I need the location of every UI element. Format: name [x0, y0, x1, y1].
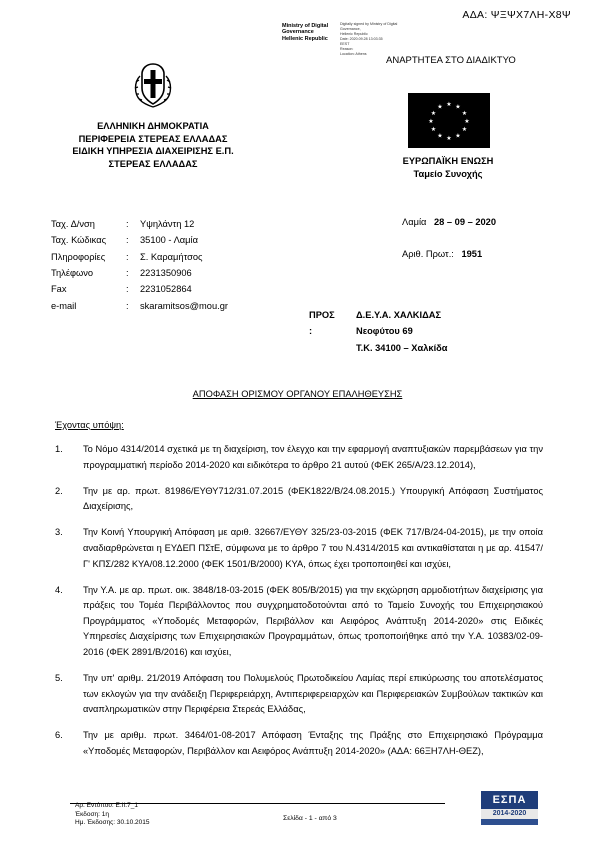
sender-value: 2231350906 [140, 268, 192, 279]
item-number: 4. [55, 584, 63, 595]
item-text: Την Υ.Α. με αρ. πρωτ. οικ. 3848/18-03-2015 (ΦΕΚ 805/Β/2015) για την εκχώρηση αρμοδιοτήτων διαχείρισης για πράξεις του Τομέα Περιβάλλοντος που συγχρηματοδοτούνται από το Ταμείο Συνοχής του Επιχειρησιακού Προγράμματος «Υποδομές Μεταφορών, Περιβάλλον και Αειφόρος Ανάπτυξη 2014-2020» στις Ειδικές Υπηρεσίες Διαχείρισης των Επιχειρησιακών Προγραμμάτων, όπως τροποποιήθηκε από την Υ.Α. 10383/02-09-2016 (ΦΕΚ 2891/Β/2016) και ισχύει, [83, 584, 543, 658]
eu-line: ΕΥΡΩΠΑΪΚΗ ΕΝΩΣΗ [402, 156, 494, 166]
espa-years: 2014-2020 [481, 809, 538, 819]
sender-sep: : [126, 300, 129, 311]
sender-key: Fax [51, 284, 67, 295]
item-number: 2. [55, 485, 63, 496]
espa-logo-text: ΕΣΠΑ [481, 791, 538, 809]
svg-text:★: ★ [437, 103, 443, 111]
svg-text:★: ★ [461, 110, 468, 117]
espa-strip [481, 819, 538, 825]
svg-text:★: ★ [464, 118, 470, 125]
form-metadata [75, 802, 149, 828]
sender-value: skaramitsos@mou.gr [140, 300, 228, 311]
list-item [55, 442, 543, 473]
item-text: Την με αρ. πρωτ. 81986/ΕΥΘΥ712/31.07.2015 (ΦΕΚ1822/Β/24.08.2015.) Υπουργική Απόφαση Συστήματος Διαχείρισης, [83, 485, 543, 512]
sender-row [51, 297, 228, 313]
sender-row [51, 232, 228, 248]
svg-text:★: ★ [461, 126, 468, 133]
list-item [55, 484, 543, 515]
protocol-label: Αριθ. Πρωτ.: [402, 249, 454, 259]
signature-detail-line: Digitally signed by Ministry of Digital [340, 22, 398, 26]
sender-row [51, 265, 228, 281]
signature-detail-line: Governance, [340, 27, 361, 31]
date-value: 28 – 09 – 2020 [433, 217, 497, 227]
ministry-line: Governance [282, 29, 314, 36]
item-text: Το Νόμο 4314/2014 σχετικά με τη διαχείριση, τον έλεγχο και την εφαρμογή αναπτυξιακών παρεμβάσεων για την προγραμματική περίοδο 2014-2020 και ειδικότερα το άρθρο 21 αυτού (ΦΕΚ 265/Α/23.12.2014), [83, 444, 543, 470]
recipient-label: ΠΡΟΣ : [309, 310, 335, 337]
document-title: ΑΠΟΦΑΣΗ ΟΡΙΣΜΟΥ ΟΡΓΑΝΟΥ ΕΠΑΛΗΘΕΥΣΗΣ [192, 389, 403, 399]
page-number: Σελίδα - 1 - από 3 [283, 815, 337, 822]
svg-text:★: ★ [455, 103, 461, 111]
signature-detail-line: Hellenic Republic [340, 32, 368, 36]
sender-sep: : [126, 235, 129, 246]
sender-sep: : [126, 268, 129, 279]
protocol-number [402, 249, 482, 259]
item-text: Την υπ' αριθμ. 21/2019 Απόφαση του Πολυμελούς Πρωτοδικείου Λαμίας περί επικύρωσης του αποτελέσματος των εκλογών για την ανάδειξη Περιφερειάρχη, Αντιπεριφερειαρχών και Περιφερειακών Συμβούλων τακτικών και αναπληρωματικών στην Περιφέρεια Στερεάς Ελλάδας, [83, 673, 543, 715]
item-text: Την με αριθμ. πρωτ. 3464/01-08-2017 Απόφαση Ένταξης της Πράξης στο Επιχειρησιακό Πρόγραμμα «Υποδομές Μεταφορών, Περιβάλλον και Αειφόρος Ανάπτυξη 2014-2020» (ΑΔΑ: 66ΞΗ7ΛΗ-ΘΕΖ), [83, 730, 543, 756]
svg-text:★: ★ [446, 101, 452, 108]
publish-online-note: ΑΝΑΡΤΗΤΕΑ ΣΤΟ ΔΙΑΔΙΚΤΥΟ [386, 55, 516, 66]
signature-detail-line: Reason: [340, 47, 354, 51]
sender-key: Ταχ. Κώδικας [51, 235, 107, 246]
sender-row [51, 249, 228, 265]
sender-key: e-mail [51, 300, 77, 311]
svg-text:★: ★ [437, 132, 443, 140]
sender-value: 35100 - Λαμία [140, 235, 198, 246]
ministry-line: Ministry of Digital [282, 23, 329, 29]
document-date [402, 217, 496, 227]
recipient-line: Νεοφύτου 69 [356, 326, 413, 337]
sender-key: Τηλέφωνο [51, 268, 94, 279]
signature-detail-line: EEST [340, 42, 350, 46]
authority-line: ΣΤΕΡΕΑΣ ΕΛΛΑΔΑΣ [108, 158, 198, 169]
item-number: 3. [55, 527, 63, 538]
greek-coat-of-arms-icon [128, 60, 178, 110]
sender-row [51, 216, 228, 232]
form-meta-line: Αρ. Εντύπου: Ε.II.7_1 [75, 802, 138, 809]
sender-row [51, 281, 228, 297]
recipient-line: Δ.Ε.Υ.Α. ΧΑΛΚΙΔΑΣ [356, 310, 442, 320]
list-item [55, 525, 543, 572]
ministry-line: Hellenic Republic [282, 35, 328, 42]
sender-value: Σ. Καραμήτσος [140, 251, 203, 262]
digital-signature-label [282, 23, 328, 42]
signature-detail-line: Date: 2020.09.28 13:03:35 [340, 37, 383, 41]
authority-line: ΕΙΔΙΚΗ ΥΠΗΡΕΣΙΑ ΔΙΑΧΕΙΡΙΣΗΣ Ε.Π. [72, 146, 234, 156]
sender-key: Πληροφορίες [51, 251, 106, 262]
eu-fund-label [393, 155, 503, 180]
svg-text:★: ★ [428, 118, 434, 125]
form-meta-line: Έκδοση: 1η [75, 810, 109, 818]
authority-line: ΕΛΛΗΝΙΚΗ ΔΗΜΟΚΡΑΤΙΑ [97, 121, 209, 131]
issuing-authority [58, 120, 248, 170]
item-number: 1. [55, 444, 63, 454]
sender-value: 2231052864 [140, 284, 192, 295]
sender-key: Ταχ. Δ/νση [51, 219, 95, 230]
digital-signature-details [340, 22, 397, 57]
item-number: 5. [55, 673, 63, 684]
sender-sep: : [126, 219, 129, 230]
sender-details [51, 216, 228, 314]
item-text: Την Κοινή Υπουργική Απόφαση με αριθ. 32667/ΕΥΘΥ 325/23-03-2015 (ΦΕΚ 717/Β/24-04-2015), με την οποία αναδιαρθρώνεται η ΕΥΔΕΠ ΠΣτΕ, σύμφωνα με το άρθρο 7 του Ν.4314/2015 και αντικαθίσταται η με αρ. 41547/Γ' ΚΠΣ/282 ΚΥΑ/08.12.2000 (ΦΕΚ 1501/Β/2000) ΚΥΑ, όπως έχει τροποποιηθεί και ισχύει, [83, 527, 543, 569]
authority-line: ΠΕΡΙΦΕΡΕΙΑ ΣΤΕΡΕΑΣ ΕΛΛΑΔΑΣ [78, 133, 228, 144]
recipient-line: Τ.Κ. 34100 – Χαλκίδα [356, 342, 448, 353]
item-number: 6. [55, 730, 63, 741]
sender-sep: : [126, 284, 129, 295]
svg-text:★: ★ [455, 132, 461, 140]
sender-sep: : [126, 251, 129, 262]
signature-detail-line: Location: Athens [340, 52, 367, 56]
svg-text:★: ★ [430, 126, 437, 133]
ada-code: ΑΔΑ: ΨΞΨΧ7ΛΗ-Χ8Ψ [462, 9, 571, 21]
svg-text:★: ★ [430, 110, 437, 117]
list-item [55, 728, 543, 759]
eu-flag-icon [408, 93, 490, 148]
svg-text:★: ★ [446, 135, 452, 142]
eu-line: Ταμείο Συνοχής [413, 168, 483, 179]
form-meta-line: Ημ. Έκδοσης: 30.10.2015 [75, 819, 150, 827]
espa-logo [481, 791, 538, 825]
list-item [55, 583, 543, 661]
sender-value: Υψηλάντη 12 [140, 219, 195, 230]
protocol-value: 1951 [461, 249, 483, 259]
preamble-heading: Έχοντας υπόψη: [55, 420, 124, 430]
list-item [55, 671, 543, 718]
date-label: Λαμία [402, 217, 427, 227]
considerations-list [55, 442, 543, 770]
